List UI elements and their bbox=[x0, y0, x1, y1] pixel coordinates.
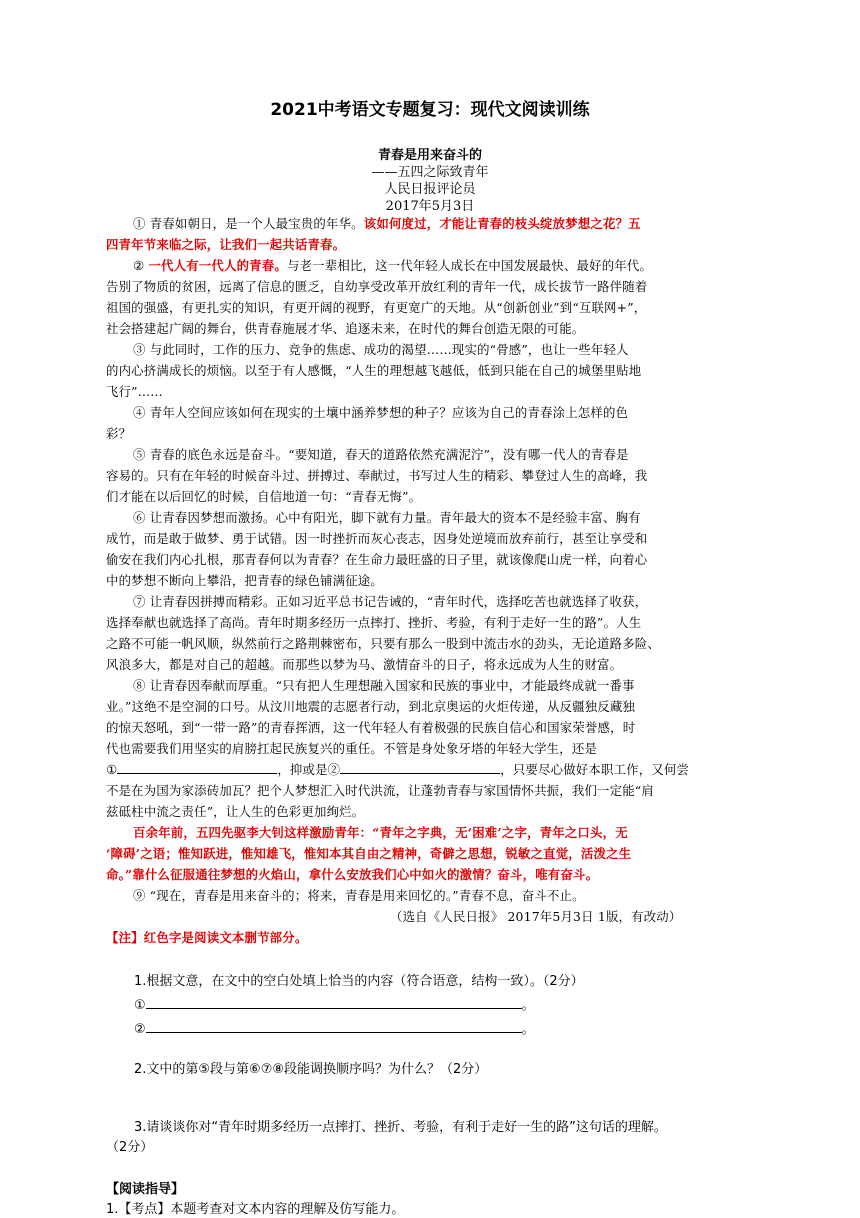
paragraph-line: 偷安在我们内心扎根，那青春何以为青春？在生命力最旺盛的日子里，就该像爬山虎一样，向着心 bbox=[106, 552, 648, 567]
period: 。 bbox=[521, 998, 535, 1013]
paragraph-line: 社会搭建起广阔的舞台，供青春施展才华、追逐未来，在时代的舞台创造无限的可能。 bbox=[106, 321, 585, 336]
deleted-text: 该如何度过，才能让青春的枝头绽放梦想之花？五 bbox=[363, 216, 641, 231]
answer-blank-1[interactable] bbox=[146, 996, 522, 1009]
paragraph-line: 容易的。只有在年轻的时候奋斗过、拼搏过、奉献过，书写过人生的精彩、攀登过人生的高峰，我 bbox=[106, 468, 648, 483]
answer-line-2 bbox=[134, 1018, 535, 1037]
paragraph-line: 兹砥柱中流之责任”，让人生的色彩更加绚烂。 bbox=[106, 804, 365, 819]
paragraph-line: ⑧ 让青春因奉献而厚重。“只有把人生理想融入国家和民族的事业中，才能最终成就一番事 bbox=[133, 678, 635, 693]
fill-blank-1[interactable] bbox=[117, 761, 277, 774]
period: 。 bbox=[521, 1022, 535, 1037]
paragraph-line: ⑨ “现在，青春是用来奋斗的；将来，青春是用来回忆的。”青春不息，奋斗不止。 bbox=[133, 888, 585, 903]
paragraph-line: ⑥ 让青春因梦想而激扬。心中有阳光，脚下就有力量。青年最大的资本不是经验丰富、胸有 bbox=[133, 510, 641, 525]
paragraph-line: ④ 青年人空间应该如何在现实的土壤中涵养梦想的种子？应该为自己的青春涂上怎样的色 bbox=[133, 405, 629, 420]
note-text: 【注】红色字是阅读文本删节部分。 bbox=[106, 930, 308, 945]
paragraph-line: ③ 与此同时，工作的压力、竞争的焦虑、成功的渴望……现实的“骨感”，也让一些年轻人 bbox=[133, 342, 629, 357]
question-1: 1.根据文意，在文中的空白处填上恰当的内容（符合语意，结构一致）。（2分） bbox=[134, 974, 584, 989]
paragraph-line-with-blanks bbox=[106, 760, 689, 778]
paragraph-line: 祖国的强盛，有更扎实的知识，有更开阔的视野，有更宽广的天地。从“创新创业”到“互联网+”， bbox=[106, 300, 647, 315]
paragraph-line: 选择奉献也就选择了高尚。青年时期多经历一点摔打、挫折、考验，有利于走好一生的路”。人生 bbox=[106, 615, 642, 630]
paragraph-line: ⑦ 让青春因拼搏而精彩。正如习近平总书记告诫的，“青年时代，选择吃苦也就选择了收获， bbox=[133, 594, 648, 609]
source-citation: （选自《人民日报》 2017年5月3日 1版，有改动） bbox=[390, 909, 682, 924]
paragraph-line: 代也需要我们用坚实的肩膀扛起民族复兴的重任。不管是身处象牙塔的年轻大学生，还是 bbox=[106, 741, 598, 756]
paragraph-line: 彩？ bbox=[106, 426, 132, 441]
article-author: 人民日报评论员 bbox=[384, 182, 476, 197]
paragraph-line: 的惊天怒吼，到“一带一路”的青春挥洒，这一代年轻人有着极强的民族自信心和国家荣誉感，时 bbox=[106, 720, 636, 735]
deleted-text: 四青年节来临之际，让我们一起共话青春。 bbox=[106, 237, 346, 252]
paragraph-line: 之路不可能一帆风顺，纵然前行之路荆棘密布，只要有那么一股到中流击水的劲头，无论道路多险、 bbox=[106, 636, 660, 651]
para-text: 与老一辈相比，这一代年轻人成长在中国发展最快、最好的年代。 bbox=[286, 258, 653, 273]
para-text: ，只要尽心做好本职工作，又何尝 bbox=[500, 762, 690, 777]
deleted-text: 命。”靠什么征服通往梦想的火焰山，拿什么安放我们心中如火的激情？奋斗，唯有奋斗。 bbox=[106, 867, 599, 882]
guide-item-1: 1.【考点】本题考查对文本内容的理解及仿写能力。 bbox=[106, 1202, 405, 1217]
para-text: ，抑或是② bbox=[277, 762, 341, 777]
answer-blank-2[interactable] bbox=[146, 1020, 522, 1033]
article-subtitle: ——五四之际致青年 bbox=[371, 165, 489, 180]
question-3-score: （2分） bbox=[106, 1140, 154, 1155]
paragraph-line: 飞行”…… bbox=[106, 384, 163, 399]
guide-heading: 【阅读指导】 bbox=[106, 1182, 185, 1197]
paragraph-line: ⑤ 青春的底色永远是奋斗。“要知道，春天的道路依然充满泥泞”，没有哪一代人的青春是 bbox=[133, 447, 629, 462]
paragraph-line: 成竹，而是敢于做梦、勇于试错。因一时挫折而灰心丧志，因身处逆境而放弃前行，甚至让享受和 bbox=[106, 531, 648, 546]
paragraph-line: 中的梦想不断向上攀沿，把青春的绿色铺满征途。 bbox=[106, 573, 383, 588]
paragraph-line bbox=[133, 214, 641, 232]
deleted-text: 一代人有一代人的青春。 bbox=[148, 258, 287, 273]
paragraph-line: 业。”这绝不是空洞的口号。从汶川地震的志愿者行动，到北京奥运的火炬传递，从反疆独反藏独 bbox=[106, 699, 636, 714]
paragraph-line: 们才能在以后回忆的时候，自信地道一句：“青春无悔”。 bbox=[106, 489, 422, 504]
deleted-text: 百余年前，五四先驱李大钊这样激励青年：“青年之字典，无‘困难’之字，青年之口头，无 bbox=[133, 825, 628, 840]
paragraph-line bbox=[133, 256, 652, 274]
blank-marker: ② bbox=[134, 1022, 146, 1037]
fill-blank-2[interactable] bbox=[340, 761, 500, 774]
paragraph-line: 告别了物质的贫困，远离了信息的匮乏，自幼享受改革开放红利的青年一代，成长拔节一路伴随着 bbox=[106, 279, 648, 294]
para-text: ① 青春如朝日，是一个人最宝贵的年华。 bbox=[133, 216, 364, 231]
answer-line-1 bbox=[134, 994, 535, 1013]
paragraph-line: 风浪多大，都是对自己的超越。而那些以梦为马、激情奋斗的日子，将永远成为人生的财富。 bbox=[106, 657, 623, 672]
paragraph-line: 的内心挤满成长的烦恼。以至于有人感慨，“人生的理想越飞越低，低到只能在自己的城堡里贴地 bbox=[106, 363, 642, 378]
article-date: 2017年5月3日 bbox=[385, 199, 475, 214]
question-3: 3.请谈谈你对“青年时期多经历一点摔打、挫折、考验，有利于走好一生的路”这句话的理解。 bbox=[134, 1120, 667, 1135]
blank-marker: ① bbox=[106, 762, 118, 777]
blank-marker: ① bbox=[134, 998, 146, 1013]
document-title: 2021中考语文专题复习：现代文阅读训练 bbox=[270, 100, 590, 120]
paragraph-line: 不是在为国为家添砖加瓦？把个人梦想汇入时代洪流，让蓬勃青春与家国情怀共振，我们一定能“肩 bbox=[106, 783, 654, 798]
question-2: 2.文中的第⑤段与第⑥⑦⑧段能调换顺序吗？为什么？（2分） bbox=[134, 1062, 488, 1077]
deleted-text: ‘障碍’之语；惟知跃进，惟知雄飞，惟知本其自由之精神，奇僻之思想，锐敏之直觉，活泼之生 bbox=[106, 846, 632, 861]
para-text: ② bbox=[133, 258, 149, 273]
article-title: 青春是用来奋斗的 bbox=[377, 148, 482, 163]
